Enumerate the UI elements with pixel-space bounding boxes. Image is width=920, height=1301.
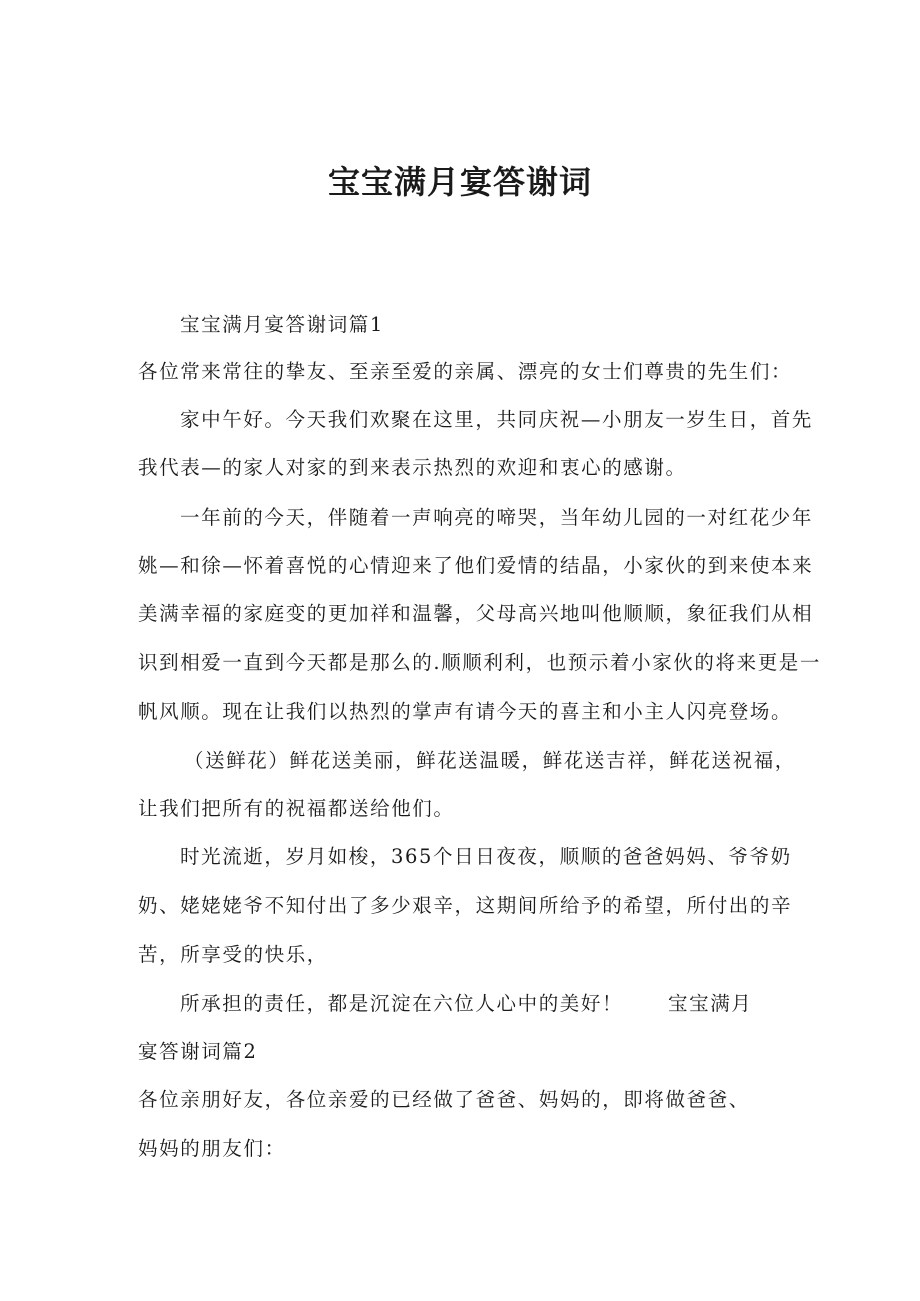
paragraph-line: （送鲜花）鲜花送美丽，鲜花送温暖，鲜花送吉祥，鲜花送祝福， <box>184 749 796 772</box>
paragraph-line: 奶、姥姥姥爷不知付出了多少艰辛，这期间所给予的希望，所付出的辛 <box>138 894 793 917</box>
document-title: 宝宝满月宴答谢词 <box>327 163 592 201</box>
paragraph-line: 所承担的责任，都是沉淀在六位人心中的美好！ <box>180 992 624 1015</box>
paragraph-line: 美满幸福的家庭变的更加祥和温馨，父母高兴地叫他顺顺，象征我们从相 <box>138 602 814 625</box>
paragraph-line: 帆风顺。现在让我们以热烈的掌声有请今天的喜主和小主人闪亮登场。 <box>138 700 793 723</box>
paragraph-line: 一年前的今天，伴随着一声响亮的啼哭，当年幼儿园的一对红花少年 <box>180 506 814 529</box>
salutation-1: 各位常来常往的挚友、至亲至爱的亲属、漂亮的女士们尊贵的先生们： <box>138 360 793 383</box>
section-heading-2-end: 宴答谢词篇2 <box>138 1040 258 1063</box>
salutation-2: 各位亲朋好友，各位亲爱的已经做了爸爸、妈妈的，即将做爸爸、 <box>138 1088 750 1111</box>
paragraph-line: 让我们把所有的祝福都送给他们。 <box>138 797 455 820</box>
paragraph-line: 识到相爱一直到今天都是那么的.顺顺利利，也预示着小家伙的将来更是一 <box>138 651 821 674</box>
section-heading-2-start: 宝宝满月 <box>668 992 753 1015</box>
paragraph-line: 时光流逝，岁月如梭，365个日日夜夜，顺顺的爸爸妈妈、爷爷奶 <box>180 845 792 868</box>
paragraph-line: 苦，所享受的快乐， <box>138 943 328 966</box>
paragraph-line: 家中午好。今天我们欢聚在这里，共同庆祝—小朋友一岁生日，首先 <box>180 408 814 431</box>
section-heading-1: 宝宝满月宴答谢词篇1 <box>180 313 384 336</box>
paragraph-line: 姚—和徐—怀着喜悦的心情迎来了他们爱情的结晶，小家伙的到来使本来 <box>138 554 814 577</box>
salutation-2-continued: 妈妈的朋友们： <box>138 1137 286 1160</box>
paragraph-line: 我代表—的家人对家的到来表示热烈的欢迎和衷心的感谢。 <box>138 456 687 479</box>
